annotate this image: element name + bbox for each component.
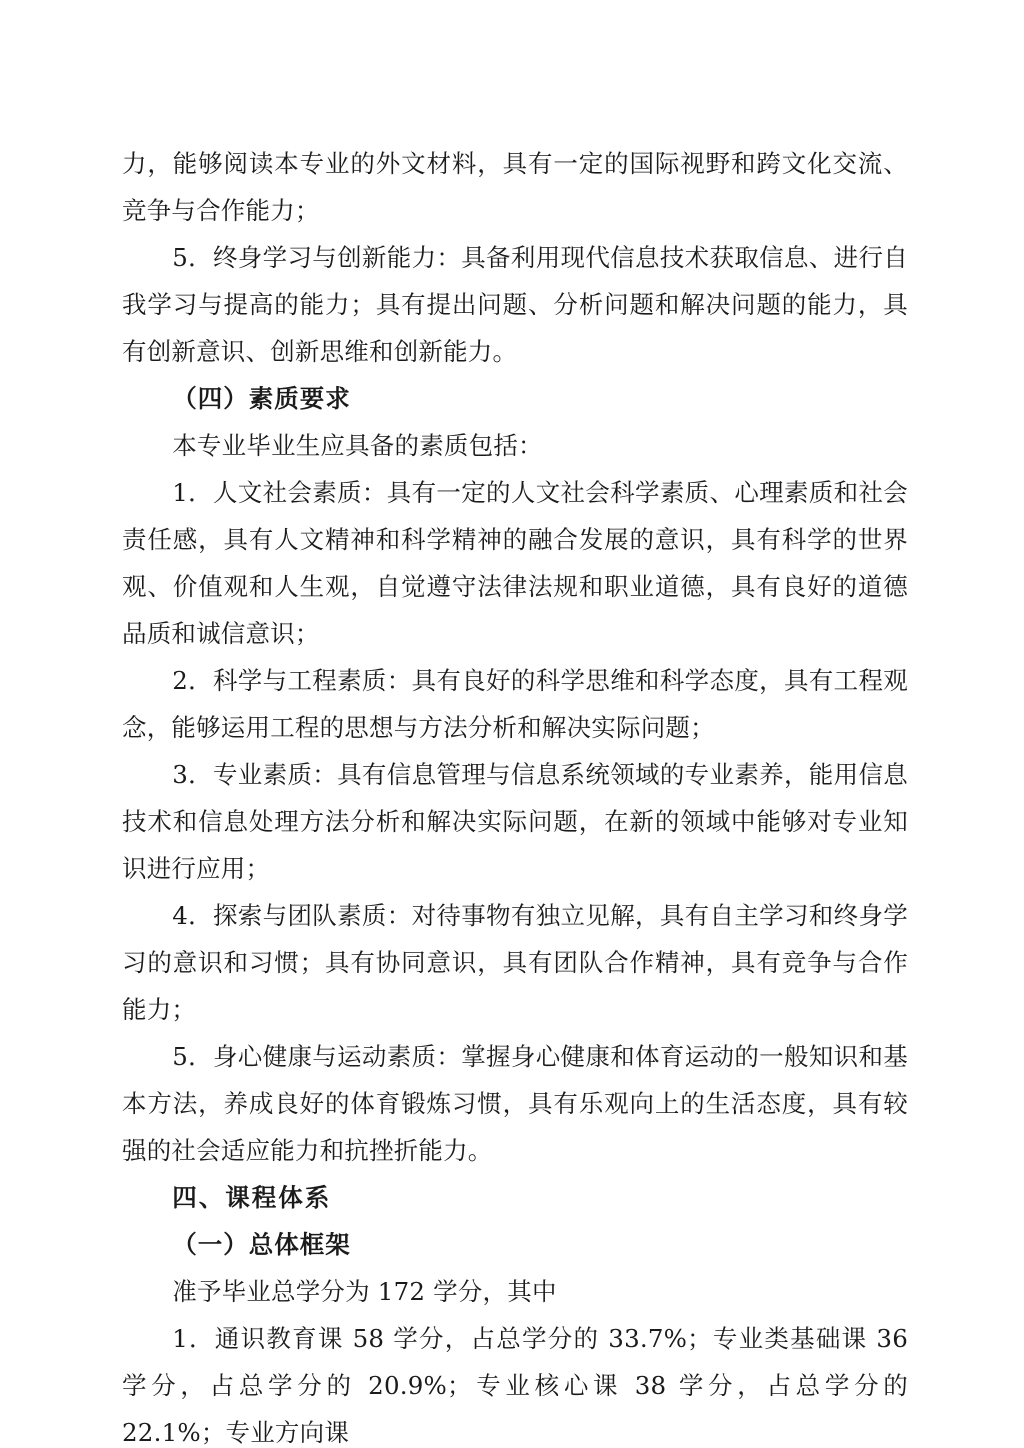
paragraph: 5．身心健康与运动素质：掌握身心健康和体育运动的一般知识和基本方法，养成良好的体育锻炼习惯，具有乐观向上的生活态度，具有较强的社会适应能力和抗挫折能力。	[122, 1042, 908, 1165]
paragraph: 4．探索与团队素质：对待事物有独立见解，具有自主学习和终身学习的意识和习惯；具有协同意识，具有团队合作精神，具有竞争与合作能力；	[122, 901, 908, 1024]
paragraph: 准予毕业总学分为 172 学分，其中	[172, 1277, 557, 1306]
paragraph: 5．终身学习与创新能力：具备利用现代信息技术获取信息、进行自我学习与提高的能力；具有提出问题、分析问题和解决问题的能力，具有创新意识、创新思维和创新能力。	[122, 243, 908, 366]
paragraph: 1．人文社会素质：具有一定的人文社会科学素质、心理素质和社会责任感，具有人文精神和科学精神的融合发展的意识，具有科学的世界观、价值观和人生观，自觉遵守法律法规和职业道德，具有良好的道德品质和诚信意识；	[122, 478, 908, 648]
document-body	[122, 140, 908, 1448]
paragraph: 2．科学与工程素质：具有良好的科学思维和科学态度，具有工程观念，能够运用工程的思想与方法分析和解决实际问题；	[122, 666, 908, 742]
paragraph: 力，能够阅读本专业的外文材料，具有一定的国际视野和跨文化交流、竞争与合作能力；	[122, 149, 908, 225]
paragraph: 1．通识教育课 58 学分，占总学分的 33.7%；专业类基础课 36 学分，占总学分的 20.9%；专业核心课 38 学分，占总学分的 22.1%；专业方向课	[122, 1324, 908, 1447]
section-heading: （四）素质要求	[172, 384, 351, 413]
section-heading-main: 四、课程体系	[172, 1183, 332, 1212]
paragraph: 3．专业素质：具有信息管理与信息系统领域的专业素养，能用信息技术和信息处理方法分析和解决实际问题，在新的领域中能够对专业知识进行应用；	[122, 760, 908, 883]
paragraph: 本专业毕业生应具备的素质包括：	[172, 431, 543, 460]
section-heading: （一）总体框架	[172, 1230, 351, 1259]
